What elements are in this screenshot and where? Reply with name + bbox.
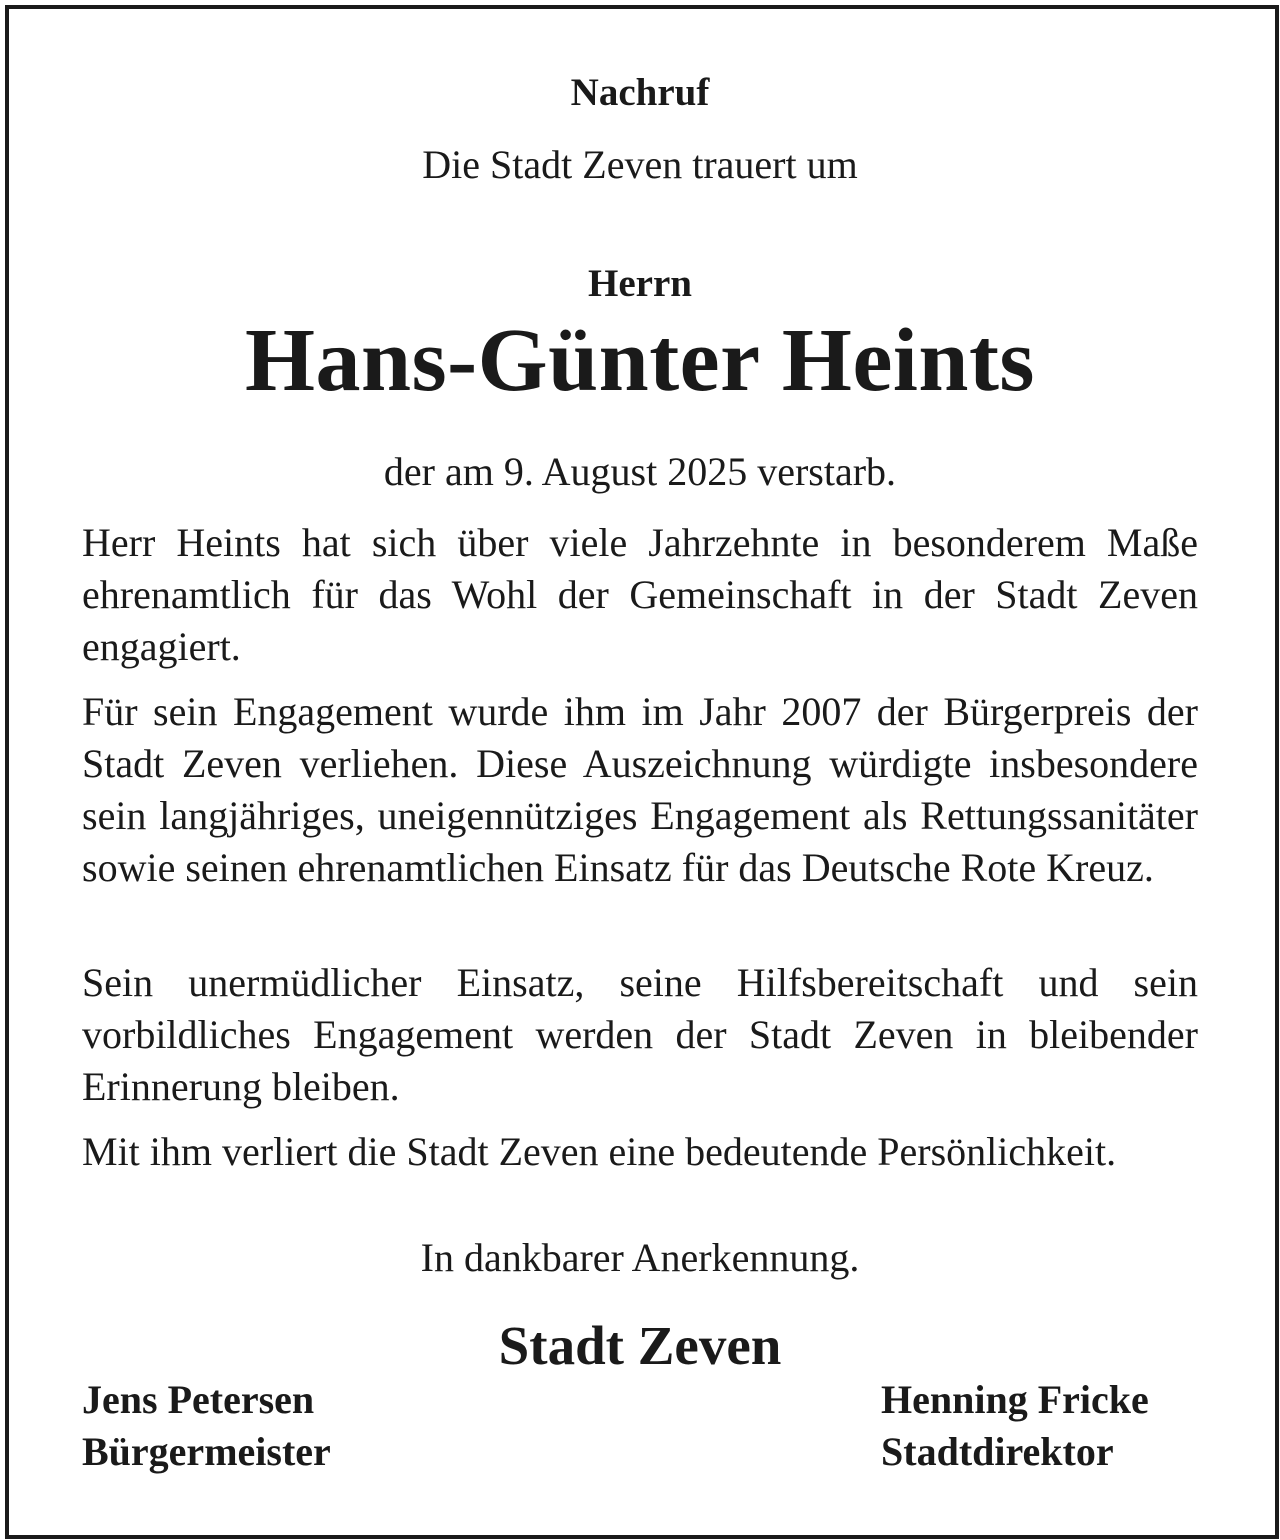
paragraph-3: Sein unermüdlicher Einsatz, seine Hilfsbereitschaft und sein vorbildliches Engagement werden der Stadt Zeven in bleibender Erinnerung bleiben. [82,960,1198,1109]
signatory-right [881,1374,1149,1478]
death-date-line: der am 9. August 2025 verstarb. [383,449,897,494]
signatory-left-name: Jens Petersen [82,1377,315,1422]
notice-intro: Die Stadt Zeven trauert um [422,142,858,187]
paragraph-1: Herr Heints hat sich über viele Jahrzehnte in besonderem Maße ehrenamtlich für das Wohl der Gemeinschaft in der Stadt Zeven engagiert. [82,520,1198,669]
signatory-right-name: Henning Fricke [881,1377,1149,1422]
notice-heading: Nachruf [570,71,710,114]
paragraph-4: Mit ihm verliert die Stadt Zeven eine bedeutende Persönlichkeit. [82,1129,1117,1174]
signatory-right-title: Stadtdirektor [881,1429,1114,1474]
paragraph-2: Für sein Engagement wurde ihm im Jahr 2007 der Bürgerpreis der Stadt Zeven verliehen. Diese Auszeichnung würdigte insbesondere sein langjähriges, uneigennütziges Engagement als Rettungssanitäter sowie seinen ehrenamtlichen Einsatz für das Deutsche Rote Kreuz. [82,689,1198,890]
signatory-left-title: Bürgermeister [82,1429,331,1474]
closing-line: In dankbarer Anerkennung. [420,1235,860,1280]
signatory-left [82,1374,331,1478]
deceased-name: Hans-Günter Heints [245,311,1035,410]
salutation: Herrn [588,262,692,305]
organization-name: Stadt Zeven [498,1315,782,1376]
